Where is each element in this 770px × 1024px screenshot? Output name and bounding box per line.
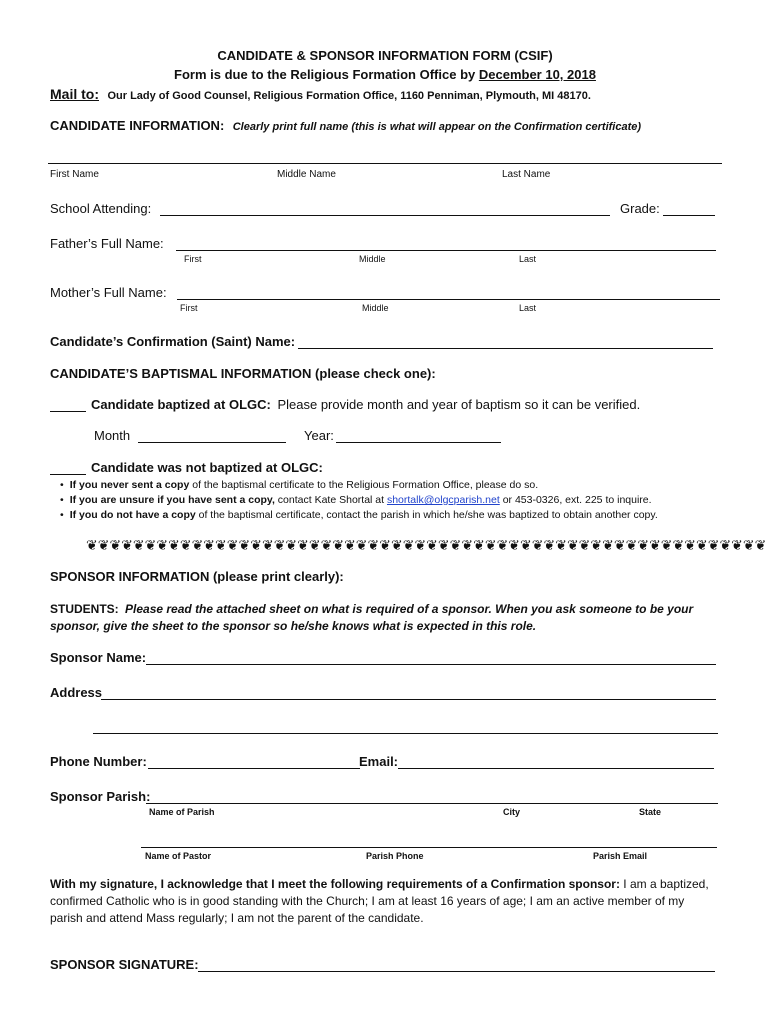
sponsor-name-field[interactable]	[146, 664, 716, 665]
mother-last-sub: Last	[519, 303, 537, 313]
month-label: Month	[94, 428, 131, 443]
due-date: December 10, 2018	[478, 67, 596, 82]
baptism-bullets	[48, 479, 658, 524]
father-first-sub: First	[184, 254, 202, 264]
baptized-olgc-checkbox[interactable]	[50, 411, 86, 412]
state-sub: State	[639, 807, 662, 817]
city-sub: City	[503, 807, 521, 817]
candidate-heading-line	[50, 117, 641, 135]
due-prefix: Form is due to the Religious Formation Office by	[174, 67, 479, 82]
grade-label: Grade:	[620, 201, 660, 216]
bullet-never-sent: • If you never sent a copy of the baptismal certificate to the Religious Formation Office, please do so.	[60, 479, 658, 491]
sponsor-name-label: Sponsor Name:	[50, 650, 147, 665]
name-of-pastor-sub: Name of Pastor	[145, 851, 212, 861]
baptism-heading: CANDIDATE’S BAPTISMAL INFORMATION (please check one):	[50, 366, 436, 381]
email-link[interactable]: shortalk@olgcparish.net	[386, 494, 500, 506]
due-line	[0, 67, 770, 82]
acknowledgement	[50, 876, 720, 927]
email-field[interactable]	[398, 768, 714, 769]
address-label: Address	[50, 685, 103, 700]
grade-field[interactable]	[663, 215, 715, 216]
candidate-heading: CANDIDATE INFORMATION:	[50, 118, 225, 133]
school-label: School Attending:	[50, 201, 152, 216]
parish-phone-sub: Parish Phone	[366, 851, 424, 861]
mail-to-line	[50, 86, 591, 104]
phone-label: Phone Number:	[50, 754, 147, 769]
year-field[interactable]	[336, 442, 501, 443]
students-text: Please read the attached sheet on what is required of a sponsor. When you ask someone to be your sponsor, give the sheet to the sponsor so he/she knows what is expected in this role.	[50, 602, 694, 633]
signature-label: SPONSOR SIGNATURE:	[50, 957, 199, 972]
middle-name-label: Middle Name	[277, 169, 336, 180]
option2-label: Candidate was not baptized at OLGC:	[91, 460, 323, 475]
signature-field[interactable]	[198, 971, 715, 972]
saint-name-field[interactable]	[298, 348, 713, 349]
year-label: Year:	[304, 428, 334, 443]
mail-address: Our Lady of Good Counsel, Religious Formation Office, 1160 Penniman, Plymouth, MI 48170.	[107, 90, 591, 102]
name-of-parish-sub: Name of Parish	[149, 807, 215, 817]
month-field[interactable]	[138, 442, 286, 443]
father-name-field[interactable]	[176, 250, 716, 251]
mother-name-field[interactable]	[177, 299, 720, 300]
first-name-label: First Name	[50, 169, 99, 180]
floral-divider: ❦❦❦❦❦❦❦❦❦❦❦❦❦❦❦❦❦❦❦❦❦❦❦❦❦❦❦❦❦❦❦❦❦❦❦❦❦❦❦❦❦❦❦❦❦❦❦❦❦❦❦❦❦❦❦❦❦❦	[86, 537, 767, 553]
email-label: Email:	[359, 754, 399, 769]
students-label: STUDENTS:	[50, 602, 119, 616]
father-middle-sub: Middle	[359, 254, 386, 264]
candidate-instruction: Clearly print full name (this is what will appear on the Confirmation certificate)	[232, 121, 642, 133]
form-title: CANDIDATE & SPONSOR INFORMATION FORM (CSIF)	[217, 48, 553, 63]
address-field-1[interactable]	[101, 699, 716, 700]
parish-email-sub: Parish Email	[593, 851, 648, 861]
mother-label: Mother’s Full Name:	[50, 285, 167, 300]
option1-label: Candidate baptized at OLGC:	[91, 397, 271, 412]
saint-name-label: Candidate’s Confirmation (Saint) Name:	[50, 334, 296, 349]
school-field[interactable]	[160, 215, 610, 216]
not-baptized-olgc-checkbox[interactable]	[50, 474, 86, 475]
father-label: Father’s Full Name:	[50, 236, 164, 251]
pastor-info-field[interactable]	[141, 847, 717, 848]
mail-to-label: Mail to:	[50, 86, 99, 102]
father-last-sub: Last	[519, 254, 537, 264]
sponsor-heading: SPONSOR INFORMATION (please print clearly):	[50, 569, 344, 584]
option1-line	[91, 397, 640, 412]
address-field-2[interactable]	[93, 733, 718, 734]
students-note	[50, 601, 730, 635]
sponsor-parish-field[interactable]	[146, 803, 718, 804]
mother-first-sub: First	[180, 303, 198, 313]
ack-text: I am a baptized, confirmed Catholic who is in good standing with the Church; I am at least 16 years of age; I am an active member of my parish and attend Mass regularly; I am not the parent of the candidate.	[50, 877, 709, 925]
phone-field[interactable]	[148, 768, 360, 769]
mother-middle-sub: Middle	[362, 303, 389, 313]
bullet-unsure: • If you are unsure if you have sent a copy, contact Kate Shortal at shortalk@olgcparish.net or 453-0326, ext. 225 to inquire.	[60, 494, 658, 506]
sponsor-parish-label: Sponsor Parish:	[50, 789, 151, 804]
candidate-name-line[interactable]	[48, 163, 722, 164]
option1-text: Please provide month and year of baptism so it can be verified.	[277, 397, 641, 412]
ack-bold: With my signature, I acknowledge that I meet the following requirements of a Confirmation sponsor:	[50, 877, 620, 891]
last-name-label: Last Name	[502, 169, 551, 180]
bullet-no-copy: • If you do not have a copy of the baptismal certificate, contact the parish in which he/she was baptized to obtain another copy.	[60, 509, 658, 521]
